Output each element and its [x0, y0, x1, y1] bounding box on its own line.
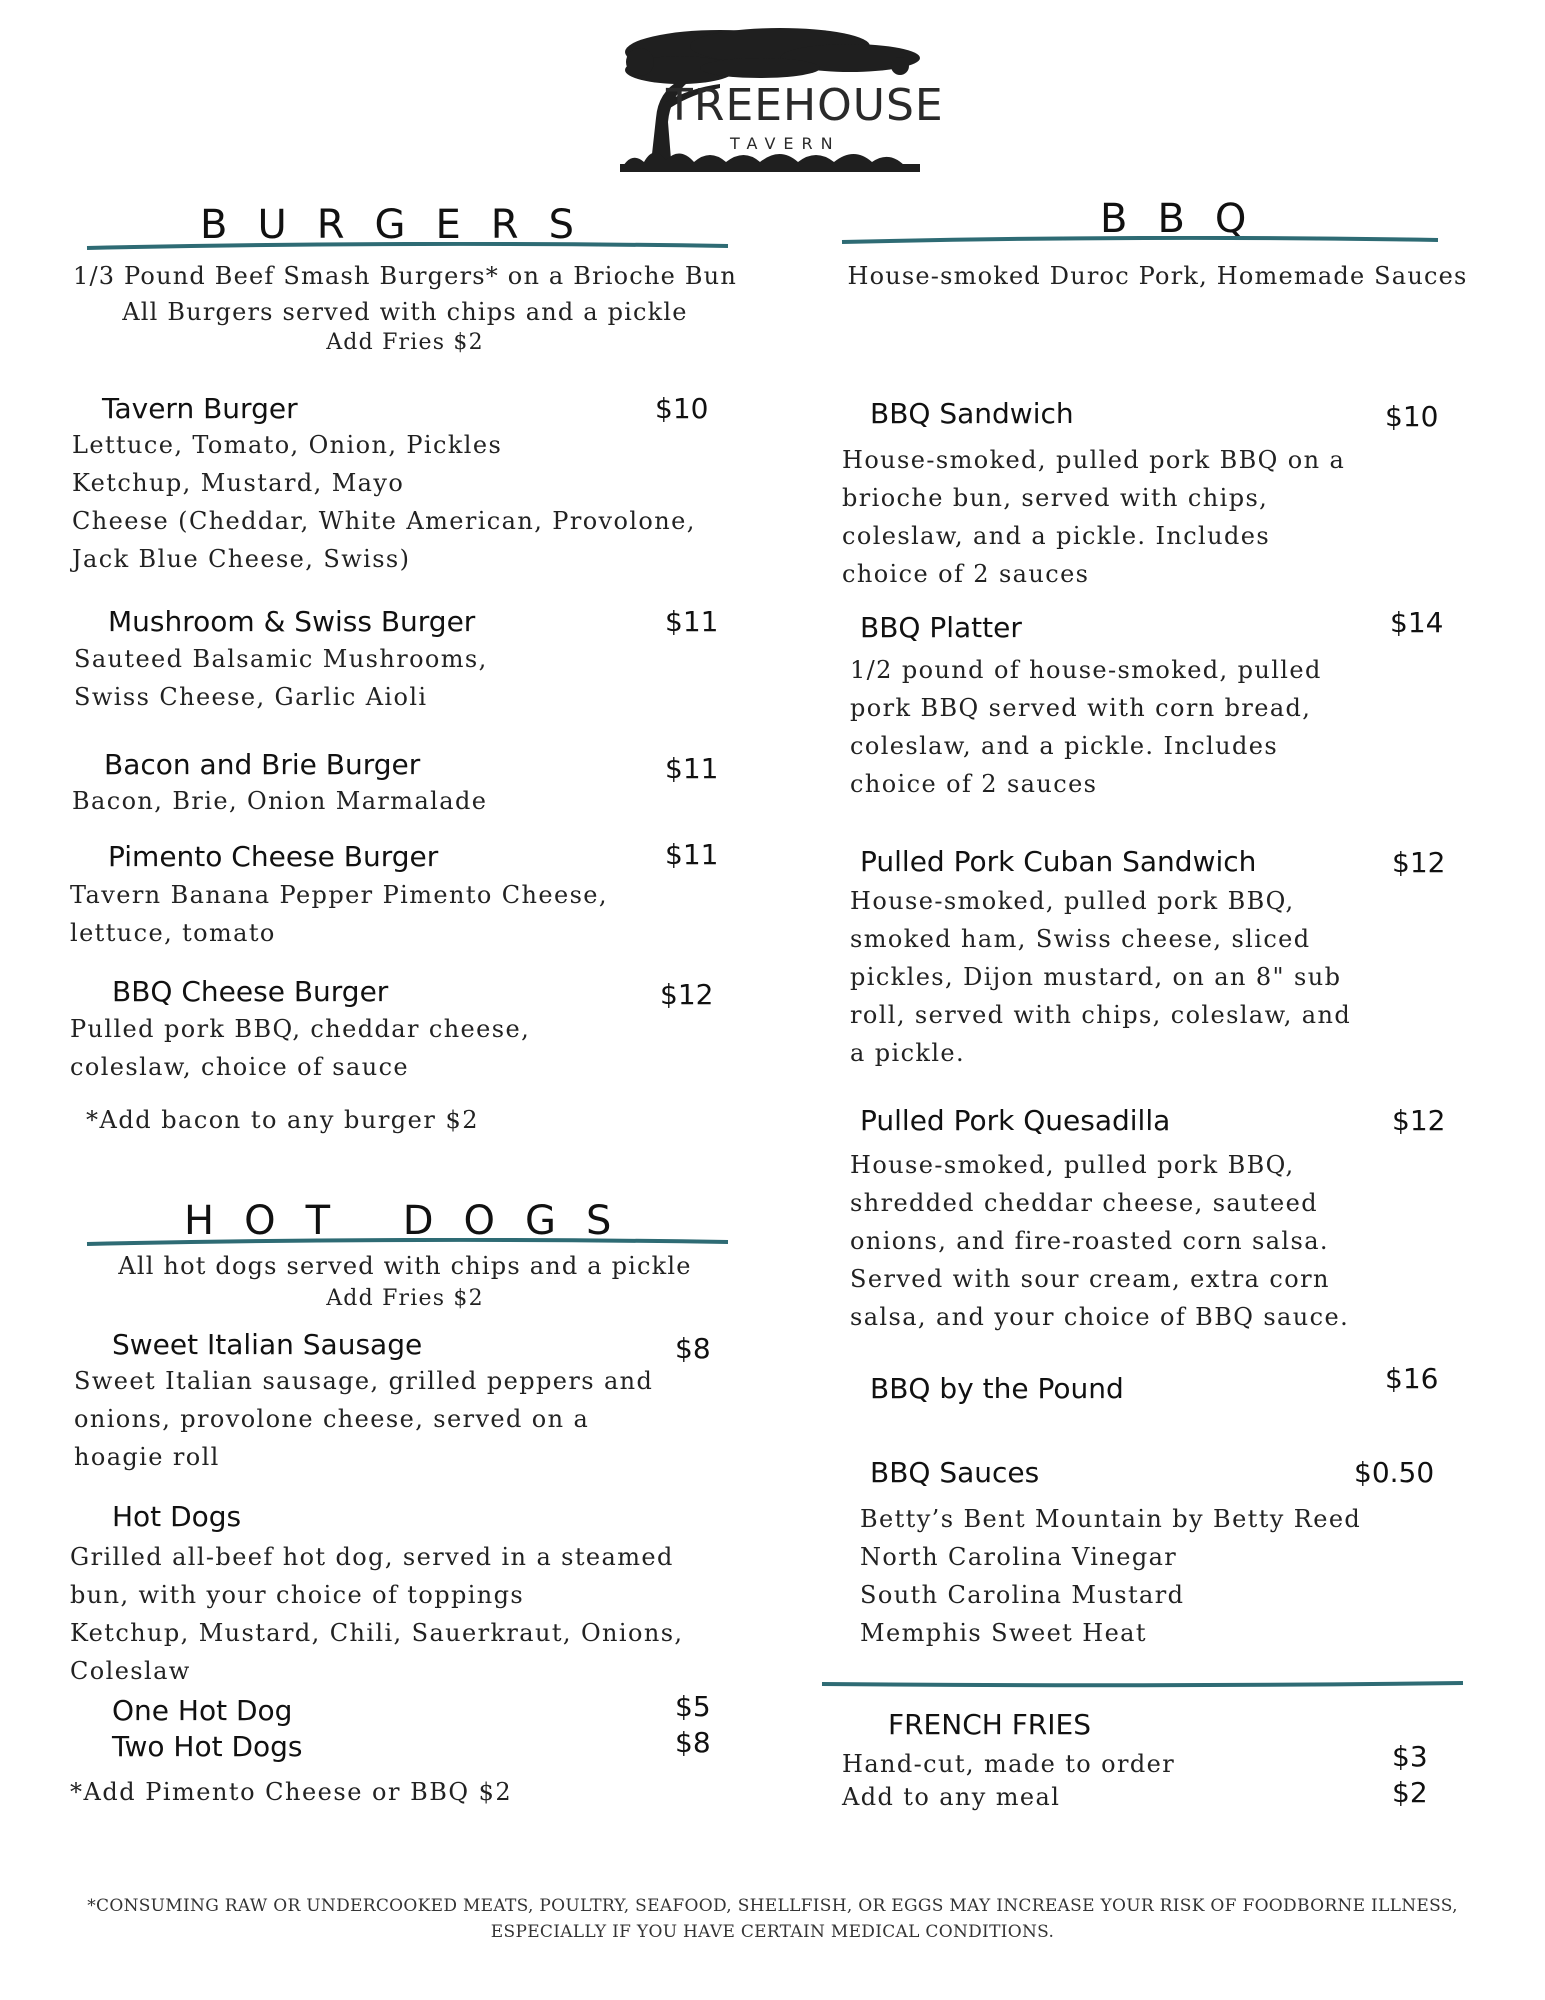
option-one-hot-dog-price: $5 [675, 1690, 711, 1723]
item-price: $10 [655, 392, 709, 425]
item-price: $11 [665, 838, 719, 871]
item-price: $16 [1385, 1362, 1439, 1395]
item-desc: House-smoked, pulled pork BBQ, smoked ham, Swiss cheese, sliced pickles, Dijon mustard, on an 8" sub roll, served with chips, coleslaw, and a pickle. [850, 887, 1352, 1067]
hotdogs-intro-2: Add Fries $2 [326, 1286, 484, 1311]
option-two-hot-dogs-price: $8 [675, 1726, 711, 1759]
item-name: Tavern Burger [102, 392, 298, 425]
item-name: BBQ Sauces [870, 1456, 1040, 1489]
item-name: Pimento Cheese Burger [108, 840, 439, 873]
option-one-hot-dog: One Hot Dog [112, 1694, 293, 1727]
item-desc: Tavern Banana Pepper Pimento Cheese, lettuce, tomato [70, 881, 608, 947]
divider-burgers [85, 242, 730, 250]
logo [610, 22, 944, 172]
hotdogs-intro-1: All hot dogs served with chips and a pickle [118, 1252, 692, 1280]
burgers-intro-2: All Burgers served with chips and a pickle [122, 298, 688, 326]
item-desc: House-smoked, pulled pork BBQ, shredded cheddar cheese, sauteed onions, and fire-roasted corn salsa. Served with sour cream, extra corn salsa, and your choice of BBQ sauce. [850, 1151, 1350, 1331]
burgers-intro-3: Add Fries $2 [326, 330, 484, 355]
item-desc: Lettuce, Tomato, Onion, Pickles Ketchup, Mustard, Mayo Cheese (Cheddar, White American, Provolone, Jack Blue Cheese, Swiss) [72, 431, 696, 573]
item-price: $14 [1390, 606, 1444, 639]
fries-row-label: Hand-cut, made to order [842, 1750, 1176, 1778]
brand-sub: TAVERN [730, 134, 841, 153]
burgers-note: *Add bacon to any burger $2 [86, 1106, 480, 1134]
fries-row-price: $3 [1392, 1740, 1428, 1773]
section-title-burgers: BURGERS [200, 202, 604, 248]
item-name: BBQ by the Pound [870, 1372, 1124, 1405]
brand-name: TREEHOUSE [666, 80, 944, 131]
item-desc: Pulled pork BBQ, cheddar cheese, coleslaw, choice of sauce [70, 1015, 531, 1081]
fries-row-label: Add to any meal [842, 1783, 1061, 1811]
item-price: $10 [1385, 400, 1439, 433]
item-desc: 1/2 pound of house-smoked, pulled pork BBQ served with corn bread, coleslaw, and a pickle. Includes choice of 2 sauces [850, 656, 1322, 798]
disclaimer: *CONSUMING RAW OR UNDERCOOKED MEATS, POULTRY, SEAFOOD, SHELLFISH, OR EGGS MAY INCREASE YOUR RISK OF FOODBORNE ILLNESS, ESPECIALLY IF YOU HAVE CERTAIN MEDICAL CONDITIONS. [87, 1896, 1458, 1942]
fries-row-price: $2 [1392, 1776, 1428, 1809]
item-name: Pulled Pork Cuban Sandwich [860, 845, 1257, 878]
divider-fries [820, 1680, 1465, 1688]
item-name: Bacon and Brie Burger [104, 748, 421, 781]
item-price: $8 [675, 1332, 711, 1365]
item-desc: Bacon, Brie, Onion Marmalade [72, 787, 488, 815]
hotdogs-note: *Add Pimento Cheese or BBQ $2 [70, 1778, 513, 1806]
bbq-intro: House-smoked Duroc Pork, Homemade Sauces [847, 262, 1468, 290]
item-name: BBQ Cheese Burger [112, 975, 389, 1008]
option-two-hot-dogs: Two Hot Dogs [112, 1730, 303, 1763]
section-title-hot-dogs: HOT DOGS [184, 1198, 642, 1244]
divider-hot-dogs [85, 1238, 730, 1246]
item-name: Sweet Italian Sausage [112, 1328, 423, 1361]
item-name: BBQ Platter [860, 611, 1022, 644]
divider-bbq [840, 236, 1440, 244]
item-price: $0.50 [1354, 1456, 1435, 1489]
item-price: $12 [1392, 846, 1446, 879]
sauce-list: Betty’s Bent Mountain by Betty Reed North Carolina Vinegar South Carolina Mustard Memphis Sweet Heat [860, 1505, 1362, 1647]
item-name: Hot Dogs [112, 1500, 242, 1533]
item-name: BBQ Sandwich [870, 397, 1074, 430]
item-price: $11 [665, 752, 719, 785]
item-desc: House-smoked, pulled pork BBQ on a brioche bun, served with chips, coleslaw, and a pickle. Includes choice of 2 sauces [842, 446, 1346, 588]
item-price: $12 [1392, 1104, 1446, 1137]
item-price: $12 [660, 978, 714, 1011]
item-price: $11 [665, 605, 719, 638]
item-name: Mushroom & Swiss Burger [108, 605, 476, 638]
item-name: Pulled Pork Quesadilla [860, 1104, 1171, 1137]
burgers-intro-1: 1/3 Pound Beef Smash Burgers* on a Brioche Bun [73, 262, 737, 290]
section-title-french-fries: FRENCH FRIES [888, 1708, 1091, 1741]
section-title-bbq: BBQ [1100, 196, 1277, 242]
item-desc: Grilled all-beef hot dog, served in a steamed bun, with your choice of toppings Ketchup, Mustard, Chili, Sauerkraut, Onions, Coleslaw [70, 1543, 684, 1685]
item-desc: Sweet Italian sausage, grilled peppers and onions, provolone cheese, served on a hoagie roll [74, 1367, 654, 1471]
item-desc: Sauteed Balsamic Mushrooms, Swiss Cheese, Garlic Aioli [74, 645, 488, 711]
